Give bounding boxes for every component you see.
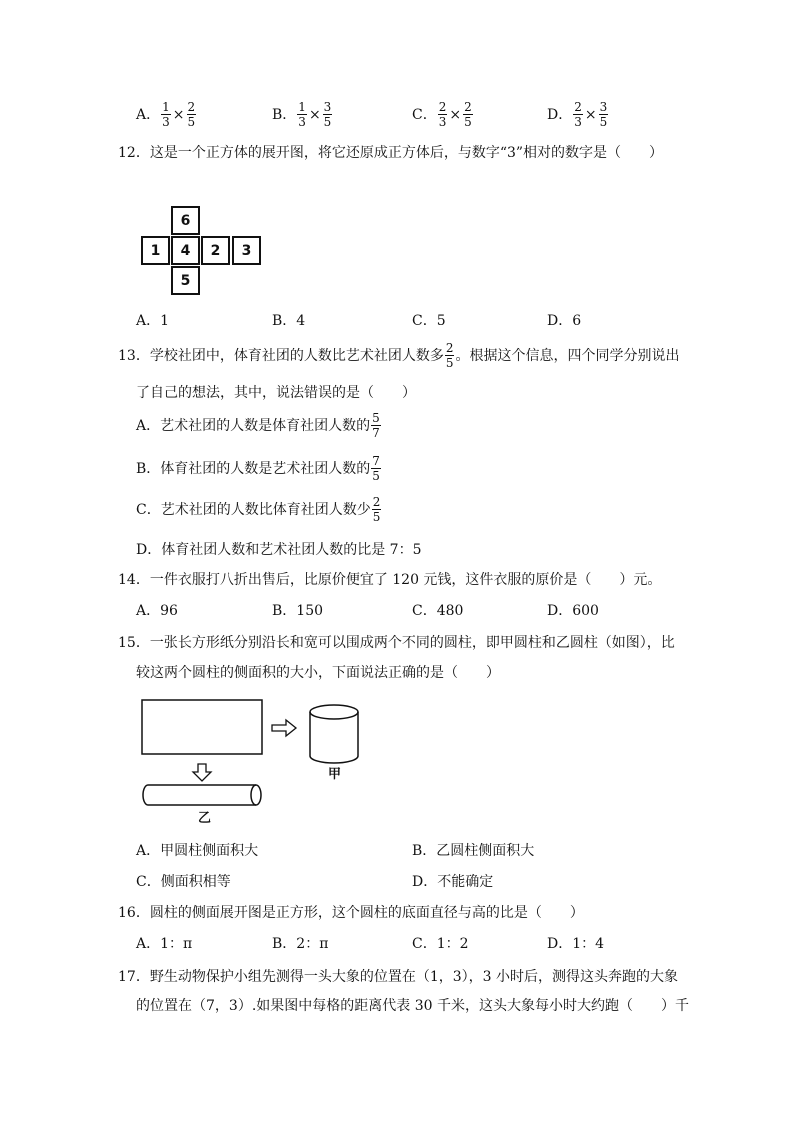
net-cell: 2 (201, 236, 230, 265)
fraction: $\frac{3}{5}$ (599, 100, 608, 129)
fraction: $\frac{1}{3}$ (298, 100, 306, 129)
fraction: $\frac{2}{5}$ (187, 100, 196, 129)
q11-option-b[interactable]: B． $\frac{1}{3}$ × $\frac{3}{5}$ (272, 100, 332, 129)
q15-option-c[interactable]: C．侧面积相等 (136, 874, 231, 890)
arrow-right-icon (272, 720, 296, 736)
q17-line1: 17．野生动物保护小组先测得一头大象的位置在（1，3），3 小时后，测得这头奔跑的大象 (118, 969, 678, 985)
cylinder-figure (136, 694, 376, 834)
q13-stem-line2: 了自己的想法，其中，说法错误的是（ ） (136, 385, 416, 401)
arrow-down-icon (193, 764, 211, 781)
q13-option-b[interactable]: B．体育社团的人数是艺术社团人数的 $\frac{7}{5}$ (136, 454, 380, 483)
q14-stem: 14．一件衣服打八折出售后，比原价便宜了 120 元钱，这件衣服的原价是（ ）元。 (118, 572, 662, 588)
fraction: $\frac{2}{5}$ (372, 495, 381, 524)
q16-option-b[interactable]: B．2：π (272, 936, 329, 952)
q16-option-d[interactable]: D．1：4 (547, 936, 605, 952)
q13-option-c[interactable]: C．艺术社团的人数比体育社团人数少 $\frac{2}{5}$ (136, 495, 381, 524)
net-cell: 4 (171, 236, 200, 265)
fraction: $\frac{7}{5}$ (372, 454, 380, 483)
q12-option-d[interactable]: D．6 (547, 313, 582, 329)
q15-stem-line1: 15．一张长方形纸分别沿长和宽可以围成两个不同的圆柱，即甲圆柱和乙圆柱（如图），比 (118, 635, 675, 651)
q11-option-c[interactable]: C． $\frac{2}{3}$ × $\frac{2}{5}$ (412, 100, 472, 129)
q15-option-a[interactable]: A．甲圆柱侧面积大 (136, 843, 259, 859)
net-cell-top: 6 (171, 206, 200, 235)
q12-stem: 12．这是一个正方体的展开图，将它还原成正方体后，与数字“3”相对的数字是（ ） (118, 145, 664, 161)
fraction: $\frac{3}{5}$ (323, 100, 332, 129)
label-jia: 甲 (328, 767, 342, 782)
q11-option-d[interactable]: D． $\frac{2}{3}$ × $\frac{3}{5}$ (547, 100, 608, 129)
net-cell: 1 (141, 236, 170, 265)
fraction: $\frac{5}{7}$ (372, 411, 380, 440)
fraction: $\frac{1}{3}$ (162, 100, 170, 129)
q13-option-a[interactable]: A．艺术社团的人数是体育社团人数的 $\frac{5}{7}$ (136, 411, 380, 440)
cylinder-jia (310, 705, 358, 763)
q15-option-b[interactable]: B．乙圆柱侧面积大 (412, 843, 535, 859)
label-yi: 乙 (198, 811, 212, 826)
q16-option-c[interactable]: C．1：2 (412, 936, 469, 952)
q13-stem: 13．学校社团中，体育社团的人数比艺术社团人数多 $\frac{2}{5}$ 。根据这个信息，四个同学分别说出 (118, 341, 680, 370)
cylinder-yi (143, 785, 261, 805)
q14-option-b[interactable]: B．150 (272, 603, 324, 619)
q11-option-a[interactable]: A． $\frac{1}{3}$ × $\frac{2}{5}$ (136, 100, 196, 129)
net-cell-bottom: 5 (171, 266, 200, 295)
q17-line2: 的位置在（7，3）.如果图中每格的距离代表 30 千米，这头大象每小时大约跑（ ）千 (136, 998, 689, 1014)
q12-option-c[interactable]: C．5 (412, 313, 446, 329)
q14-option-d[interactable]: D．600 (547, 603, 599, 619)
q16-stem: 16．圆柱的侧面展开图是正方形，这个圆柱的底面直径与高的比是（ ） (118, 905, 584, 921)
q12-option-b[interactable]: B．4 (272, 313, 306, 329)
fraction: $\frac{2}{3}$ (574, 100, 582, 129)
q14-option-a[interactable]: A．96 (136, 603, 178, 619)
fraction: $\frac{2}{5}$ (445, 341, 454, 370)
paper-rectangle (142, 700, 262, 754)
q12-option-a[interactable]: A．1 (136, 313, 170, 329)
fraction: $\frac{2}{5}$ (464, 100, 472, 129)
q14-option-c[interactable]: C．480 (412, 603, 464, 619)
fraction: $\frac{2}{3}$ (438, 100, 447, 129)
q15-option-d[interactable]: D．不能确定 (412, 874, 494, 890)
q13-option-d[interactable]: D．体育社团人数和艺术社团人数的比是 7：5 (136, 542, 422, 558)
q15-stem-line2: 较这两个圆柱的侧面积的大小，下面说法正确的是（ ） (136, 665, 500, 681)
q16-option-a[interactable]: A．1：π (136, 936, 193, 952)
net-cell: 3 (232, 236, 261, 265)
